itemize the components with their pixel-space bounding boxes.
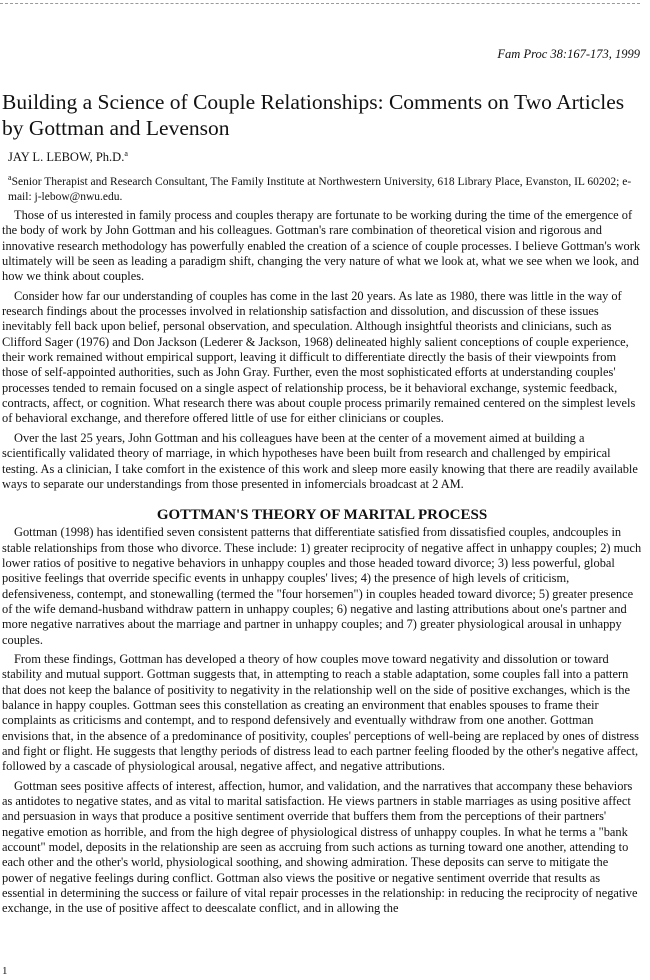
- author-affiliation: [8, 170, 640, 206]
- author-name: JAY L. LEBOW, Ph.D.: [8, 150, 125, 165]
- top-dashed-rule: [0, 3, 640, 4]
- affiliation-text: Senior Therapist and Research Consultant, The Family Institute at Northwestern University, 618 Library Place, Evanston, IL 60202; e-mail: j-lebow@nwu.edu.: [8, 175, 632, 204]
- section-heading: GOTTMAN'S THEORY OF MARITAL PROCESS: [156, 507, 488, 524]
- section-paragraph-1: Gottman (1998) has identified seven consistent patterns that differentiate satisfied from dissatisfied couples, andcouples in stable relationships from those who divorce. These include: 1) greater reciprocity of negative affect in unhappy couples; 2) much lower ratios of positive to negative behaviors in unhappy couples and those headed toward divorce; 3) less powerful, global positive feelings that override specific events in unhappy couples' lives; 4) the presence of high levels of criticism, defensiveness, contempt, and stonewalling (termed the "four horsemen") in couples headed toward divorce; 5) greater presence of the wife demand-husband withdraw pattern in unhappy couples; 6) negative and lasting attributions about one's partner and more negative narratives about the marriage and partner in unhappy couples; and 7) greater physiological arousal in unhappy couples.: [2, 525, 642, 647]
- article-title: Building a Science of Couple Relationships: Comments on Two Articles by Gottman and Levenson: [2, 90, 625, 140]
- author-footnote-marker: a: [124, 149, 128, 158]
- affiliation-marker: a: [8, 173, 12, 182]
- journal-citation: Fam Proc 38:167-173, 1999: [497, 47, 640, 61]
- article-body: [2, 208, 642, 921]
- intro-paragraph-3: Over the last 25 years, John Gottman and his colleagues have been at the center of a movement aimed at building a scientifically validated theory of marriage, in which hypotheses have been built from research and challenged by empirical testing. As a clinician, I take comfort in the existence of this work and sleep more easily knowing that there are readily available ways to separate our understandings from those presented in infomercials broadcast at 2 AM.: [2, 430, 638, 491]
- author-line: [8, 149, 128, 165]
- page-number: 1: [2, 965, 8, 977]
- section-paragraph-2: From these findings, Gottman has developed a theory of how couples move toward negativity and dissolution or toward stability and mutual support. Gottman suggests that, in attempting to reach a stable adaptation, some couples fall into a pattern that does not keep the balance of positivity to negativity in the relationship well on the side of positive exchanges, which is the balance in happy couples. Gottman sees this constellation as creating an environment that enables spouses to frame their complaints as criticisms and contempt, and to respond defensively and eventually withdraw from one another. Gottman envisions that, in the absence of a predominance of positivity, couples' perceptions of well-being are replaced by ones of distress and fight or flight. He suggests that lengthy periods of distress lead to each partner feeling flooded by the other's negative affect, followed by a cascade of physiological arousal, negative affect, and negative attributions.: [2, 651, 639, 774]
- intro-paragraph-2: Consider how far our understanding of couples has come in the last 20 years. As late as 1980, there was little in the way of research findings about the processes involved in relationship satisfaction and dissolution, and discussion of these issues inevitably fell back upon belief, personal observation, and speculation. Although insightful theorists and clinicians, such as Clifford Sager (1976) and Don Jackson (Lederer & Jackson, 1968) delineated highly salient conceptions of couple experience, their work remained without empirical support, leaving it difficult to differentiate directly the basis of their viewpoints from those of self-appointed authorities, such as John Gray. Further, even the most sophisticated efforts at understanding couples' processes tended to remain focused on a single aspect of relationship process, be it behavioral exchange, systemic feedback, contracts, affect, or cognition. What research there was about couple process primarily remained centered on the simplest levels of behavioral exchange, and therefore offered little of use for either clinicians or couples.: [2, 288, 636, 426]
- section-paragraph-3: Gottman sees positive affects of interest, affection, humor, and validation, and the narratives that accompany these behaviors as antidotes to negative states, and as vital to marital satisfaction. He views partners in stable marriages as using positive affect and persuasion in ways that produce a positive sentiment override that buffers them from the perceptions of their partners' negative emotion as horrible, and from the high degree of physiological distress of unhappy couples. In what he terms a "bank account" model, deposits in the relationship are seen as accruing from such actions as turning toward one another, attending to each other and the other's world, physiological soothing, and showing admiration. These deposits can serve to mitigate the power of negative feelings during conflict. Gottman also views the positive or negative sentiment override that results as essential in determining the success or failure of vital repair processes in the relationship: in reducing the reciprocity of negative exchange, in the use of positive affect to deescalate conflict, and in allowing the: [2, 778, 638, 916]
- intro-paragraph-1: Those of us interested in family process and couples therapy are fortunate to be working during the time of the emergence of the body of work by John Gottman and his colleagues. Gottman's rare combination of theoretical vision and rigorous and innovative research methodology has powerfully enabled the creation of a science of couple processes. I believe Gottman's work ultimately will be seen as leading a paradigm shift, changing the very nature of what we look at, what we see when we look, and how we think about couples.: [2, 208, 641, 284]
